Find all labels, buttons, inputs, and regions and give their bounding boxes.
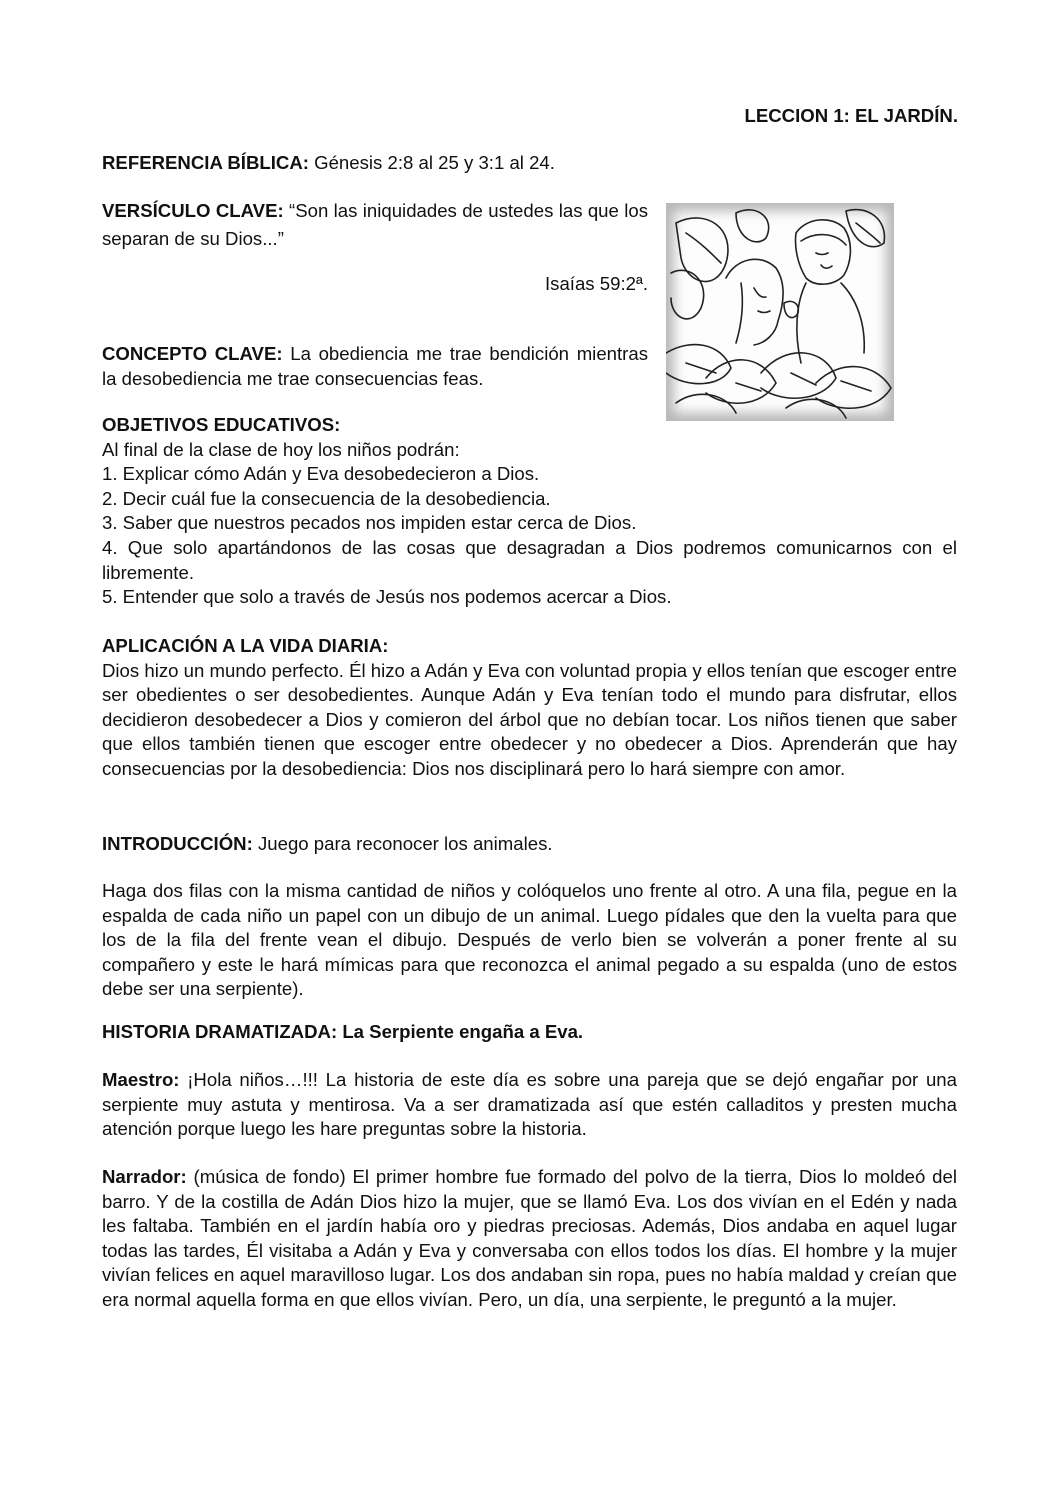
versiculo-label: VERSÍCULO CLAVE:	[102, 200, 284, 221]
objetivos-label: OBJETIVOS EDUCATIVOS:	[102, 414, 341, 435]
aplicacion-label: APLICACIÓN A LA VIDA DIARIA:	[102, 635, 389, 656]
objetivo-item: 1. Explicar cómo Adán y Eva desobedecieron a Dios.	[102, 463, 540, 485]
versiculo-cita: Isaías 59:2ª.	[544, 273, 648, 294]
lesson-title: LECCION 1: EL JARDÍN.	[744, 105, 958, 126]
objetivo-item: 3. Saber que nuestros pecados nos impiden estar cerca de Dios.	[102, 512, 637, 534]
maestro-text: ¡Hola niños…!!! La historia de este día es sobre una pareja que se dejó engañar por una serpiente muy astuta y mentirosa. Va a ser dramatizada así que estén calladitos y presten mucha atención porque luego les hare preguntas sobre la historia.	[102, 1069, 957, 1140]
objetivo-item: 4. Que solo apartándonos de las cosas que desagradan a Dios podremos comunicarnos con el libremente.	[102, 536, 957, 583]
adam-eve-illustration	[666, 203, 894, 421]
introduccion-text: Juego para reconocer los animales.	[252, 833, 553, 854]
referencia-text: Génesis 2:8 al 25 y 3:1 al 24.	[308, 152, 555, 173]
introduccion-label: INTRODUCCIÓN:	[102, 833, 253, 854]
narrador-parrafo	[102, 1165, 957, 1313]
versiculo-clave	[102, 197, 648, 253]
concepto-label: CONCEPTO CLAVE:	[102, 343, 283, 364]
versiculo-text: “Son las iniquidades de ustedes las que los separan de su Dios...”	[102, 200, 648, 249]
aplicacion-text: Dios hizo un mundo perfecto. Él hizo a Adán y Eva con voluntad propia y ellos tenían que escoger entre ser obedientes o ser desobedientes. Aunque Adán y Eva tenían todo el mundo para disfrutar, ellos decidieron desobedecer a Dios y comieron del árbol que no debían tocar. Los niños tienen que saber que ellos también tienen que escoger entre obedecer y no obedecer a Dios. Aprenderán que hay consecuencias por la desobediencia: Dios nos disciplinará pero lo hará siempre con amor.	[102, 659, 957, 779]
narrador-text: (música de fondo) El primer hombre fue formado del polvo de la tierra, Dios lo moldeó del barro. Y de la costilla de Adán Dios hizo la mujer, que se llamó Eva. Los dos vivían en el Edén y nada les faltaba. También en el jardín había oro y piedras preciosas. Además, Dios andaba en aquel lugar todas las tardes, Él visitaba a Adán y Eva y conversaba con ellos todos los días. El hombre y la mujer vivían felices en aquel maravilloso lugar. Los dos andaban sin ropa, pues no había maldad y creían que era normal aquella forma en que ellos vivían. Pero, un día, una serpiente, le preguntó a la mujer.	[102, 1166, 957, 1310]
introduccion	[102, 832, 957, 857]
objetivo-item: 5. Entender que solo a través de Jesús nos podemos acercar a Dios.	[102, 586, 672, 608]
referencia-label: REFERENCIA BÍBLICA:	[102, 152, 309, 173]
juego-instrucciones: Haga dos filas con la misma cantidad de niños y colóquelos uno frente al otro. A una fila, pegue en la espalda de cada niño un papel con un dibujo de un animal. Luego pídales que den la vuelta para que los de la fila del frente vean el dibujo. Después de verlo bien se volverán a poner frente al su compañero y este le hará mímicas para que reconozca el animal pegado a su espalda (uno de estos debe ser una serpiente).	[102, 880, 957, 1000]
historia-label: HISTORIA DRAMATIZADA: La Serpiente engaña a Eva.	[102, 1021, 584, 1042]
maestro-label: Maestro:	[102, 1069, 180, 1090]
objetivos-intro: Al final de la clase de hoy los niños podrán:	[102, 438, 460, 460]
aplicacion-vida-diaria	[102, 634, 957, 782]
objetivos-educativos	[102, 413, 957, 610]
maestro-parrafo	[102, 1068, 957, 1142]
narrador-label: Narrador:	[102, 1166, 187, 1187]
historia-dramatizada	[102, 1020, 957, 1045]
concepto-text: La obediencia me trae bendición mientras la desobediencia me trae consecuencias feas.	[102, 343, 648, 389]
concepto-clave	[102, 342, 648, 391]
referencia-biblica	[102, 151, 957, 176]
objetivo-item: 2. Decir cuál fue la consecuencia de la desobediencia.	[102, 487, 551, 509]
